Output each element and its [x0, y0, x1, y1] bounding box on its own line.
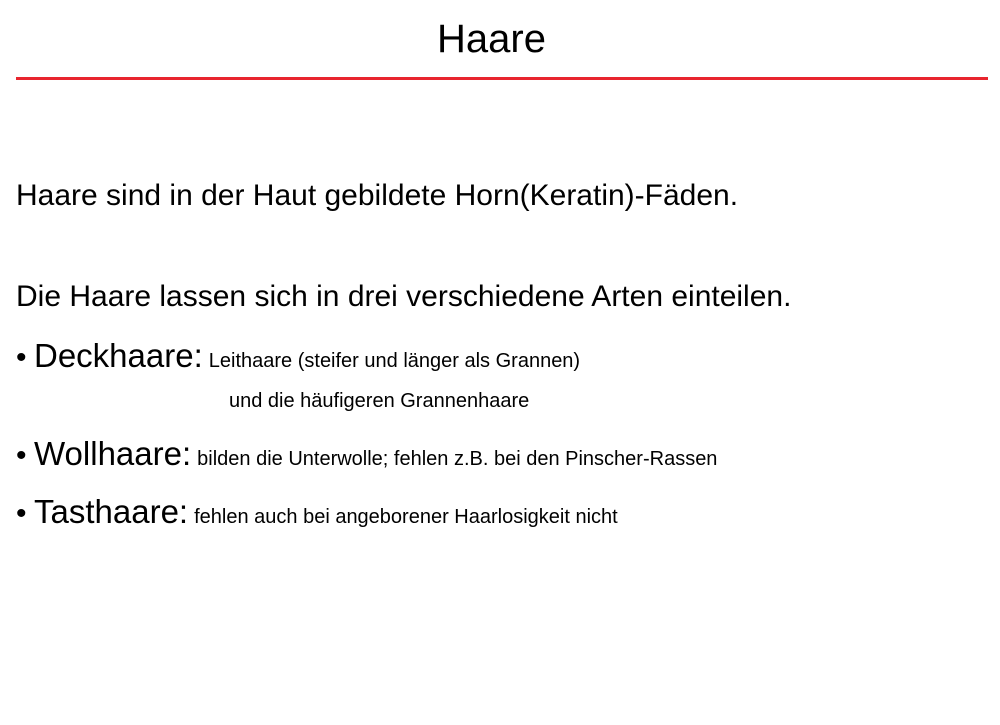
bullet-item-deckhaare [16, 336, 580, 383]
bullet-term: Wollhaare: [34, 435, 192, 472]
intro-paragraph: Haare sind in der Haut gebildete Horn(Keratin)-Fäden. [16, 179, 739, 212]
classification-paragraph: Die Haare lassen sich in drei verschiedene Arten einteilen. [16, 280, 792, 313]
slide-title: Haare [437, 17, 546, 61]
title-underline [16, 77, 988, 80]
bullet-description: fehlen auch bei angeborener Haarlosigkeit nicht [194, 506, 618, 528]
bullet-icon: • [16, 497, 27, 530]
bullet-continuation: und die häufigeren Grannenhaare [229, 390, 530, 412]
bullet-icon: • [16, 341, 27, 374]
bullet-description: bilden die Unterwolle; fehlen z.B. bei den Pinscher-Rassen [197, 448, 718, 470]
bullet-icon: • [16, 439, 27, 472]
bullet-item-tasthaare [16, 492, 618, 539]
bullet-term: Tasthaare: [34, 493, 189, 530]
bullet-term: Deckhaare: [34, 337, 203, 374]
bullet-description: Leithaare (steifer und länger als Grannen) [208, 350, 581, 372]
bullet-item-wollhaare [16, 434, 717, 481]
